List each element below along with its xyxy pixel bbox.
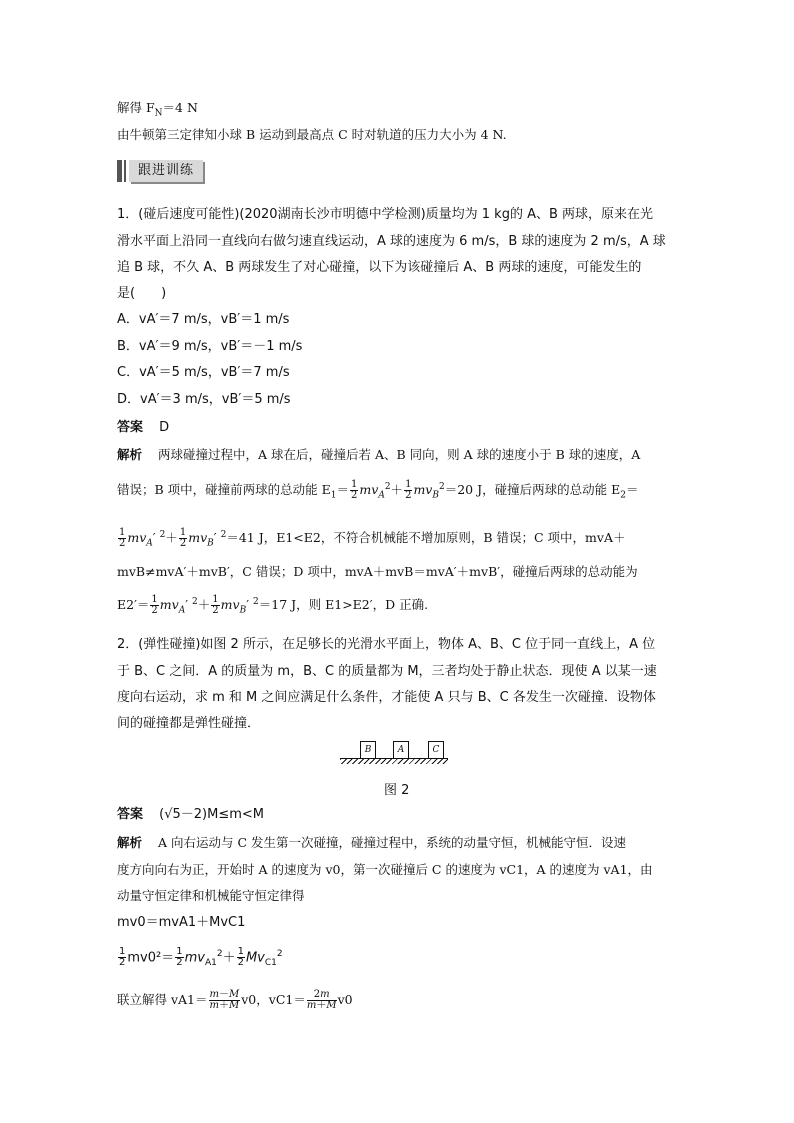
q2-stem-line-3: 度向右运动，求 m 和 M 之间应满足什么条件，才能使 A 只与 B、C 各发生一次碰撞．设物体 [117,690,656,705]
q1-analysis-line-1: 解析 两球碰撞过程中，A 球在后，碰撞后若 A、B 同向，则 A 球的速度小于 B 球的速度，A [117,447,641,462]
q1-option-c: C．vA′＝5 m/s，vB′＝7 m/s [117,365,290,380]
analysis-label: 解析 [117,835,143,850]
q2-analysis-line-1: 解析 A 向右运动与 C 发生第一次碰撞，碰撞过程中，系统的动量守恒，机械能守恒．设速 [117,835,627,850]
equation-momentum: mv0＝mvA1＋MvC1 [117,915,246,930]
q1-stem-line-2: 滑水平面上沿同一直线向右做匀速直线运动，A 球的速度为 6 m/s，B 球的速度为 2 m/s，A 球 [117,234,666,249]
q1-analysis-line-4: mvB≠mvA′＋mvB′，C 错误；D 项中，mvA＋mvB＝mvA′＋mvB′，碰撞后两球的总动能为 [117,564,638,579]
header-bar-decoration-thin [124,160,126,182]
q1-analysis-line-3: $\frac{1}{2}$ $mv_A'$ $^2$＋ $\frac{1}{2}$ $mv_B'$ $^2$＝41 J，E1<E2，不符合机械能不增加原则，B 错误；C 项中，mvA＋ [119,527,626,550]
equation-solution: 联立解得 vA1＝ $\frac{m-M}{m+M}$ v0，vC1＝ $\frac{2m}{m+M}$ v0 [117,989,353,1011]
q1-analysis-line-5: E2′＝ $\frac{1}{2}$ $mv_A'$ $^2$＋ $\frac{1}{2}$ $mv_B'$ $^2$＝17 J，则 E1>E2′，D 正确. [117,594,429,617]
q2-analysis-line-2: 度方向向右为正，开始时 A 的速度为 v0，第一次碰撞后 C 的速度为 vC1，A 的速度为 vA1，由 [117,862,653,877]
analysis-label: 解析 [117,447,143,462]
figure-2 [340,741,448,765]
q2-stem-line-1: 2．(弹性碰撞)如图 2 所示，在足够长的光滑水平面上，物体 A、B、C 位于同一直线上，A 位 [117,637,656,652]
block-b: B [360,741,376,759]
q1-option-d: D．vA′＝3 m/s，vB′＝5 m/s [117,392,291,407]
q1-stem-line-3: 追 B 球，不久 A、B 两球发生了对心碰撞，以下为该碰撞后 A、B 两球的速度，可能发生的 [117,260,642,275]
q1-stem-line-4: 是( ) [117,286,167,301]
header-bar-decoration [117,160,122,182]
q2-stem-line-4: 间的碰撞都是弹性碰撞． [117,716,261,731]
q1-answer [117,419,169,437]
q1-analysis-line-2: 错误；B 项中，碰撞前两球的总动能 $E_1=$ $\frac{1}{2}$ $mv_A^2+$ $\frac{1}{2}$ $mv_B^2=20$ J，碰撞后两球的总动能 $E_2=$ [117,479,639,502]
q2-analysis-line-3: 动量守恒定律和机械能守恒定律得 [117,888,305,903]
answer-value: D [159,420,170,435]
conclusion-line: 由牛顿第三定律知小球 B 运动到最高点 C 时对轨道的压力大小为 4 N. [117,127,507,142]
answer-label: 答案 [117,420,144,435]
q1-stem-line-1: 1．(碰后速度可能性)(2020湖南长沙市明德中学检测)质量均为 1 kg的 A、B 两球，原来在光 [117,207,654,222]
figure-caption: 图 2 [384,783,410,798]
ground-hatch [340,759,448,764]
block-c: C [428,741,444,759]
block-a: A [393,741,409,759]
result-line: 解得 $F_N=4$ N [117,100,198,119]
q2-answer [117,806,264,824]
section-header-label: 跟进训练 [129,160,203,182]
q2-stem-line-2: 于 B、C 之间．A 的质量为 m，B、C 的质量都为 M，三者均处于静止状态．现使 A 以某一速 [117,664,657,679]
answer-value: (√5－2)M≤m<M [159,807,265,822]
q1-option-b: B．vA′＝9 m/s，vB′＝－1 m/s [117,339,303,354]
q1-option-a: A．vA′＝7 m/s，vB′＝1 m/s [117,312,290,327]
section-header [117,160,203,182]
answer-label: 答案 [117,807,144,822]
equation-energy: $\frac{1}{2}$ mv0²＝ $\frac{1}{2}$ $mv_{A1}^2+$ $\frac{1}{2}$ $Mv_{C1}^2$ [119,946,283,969]
